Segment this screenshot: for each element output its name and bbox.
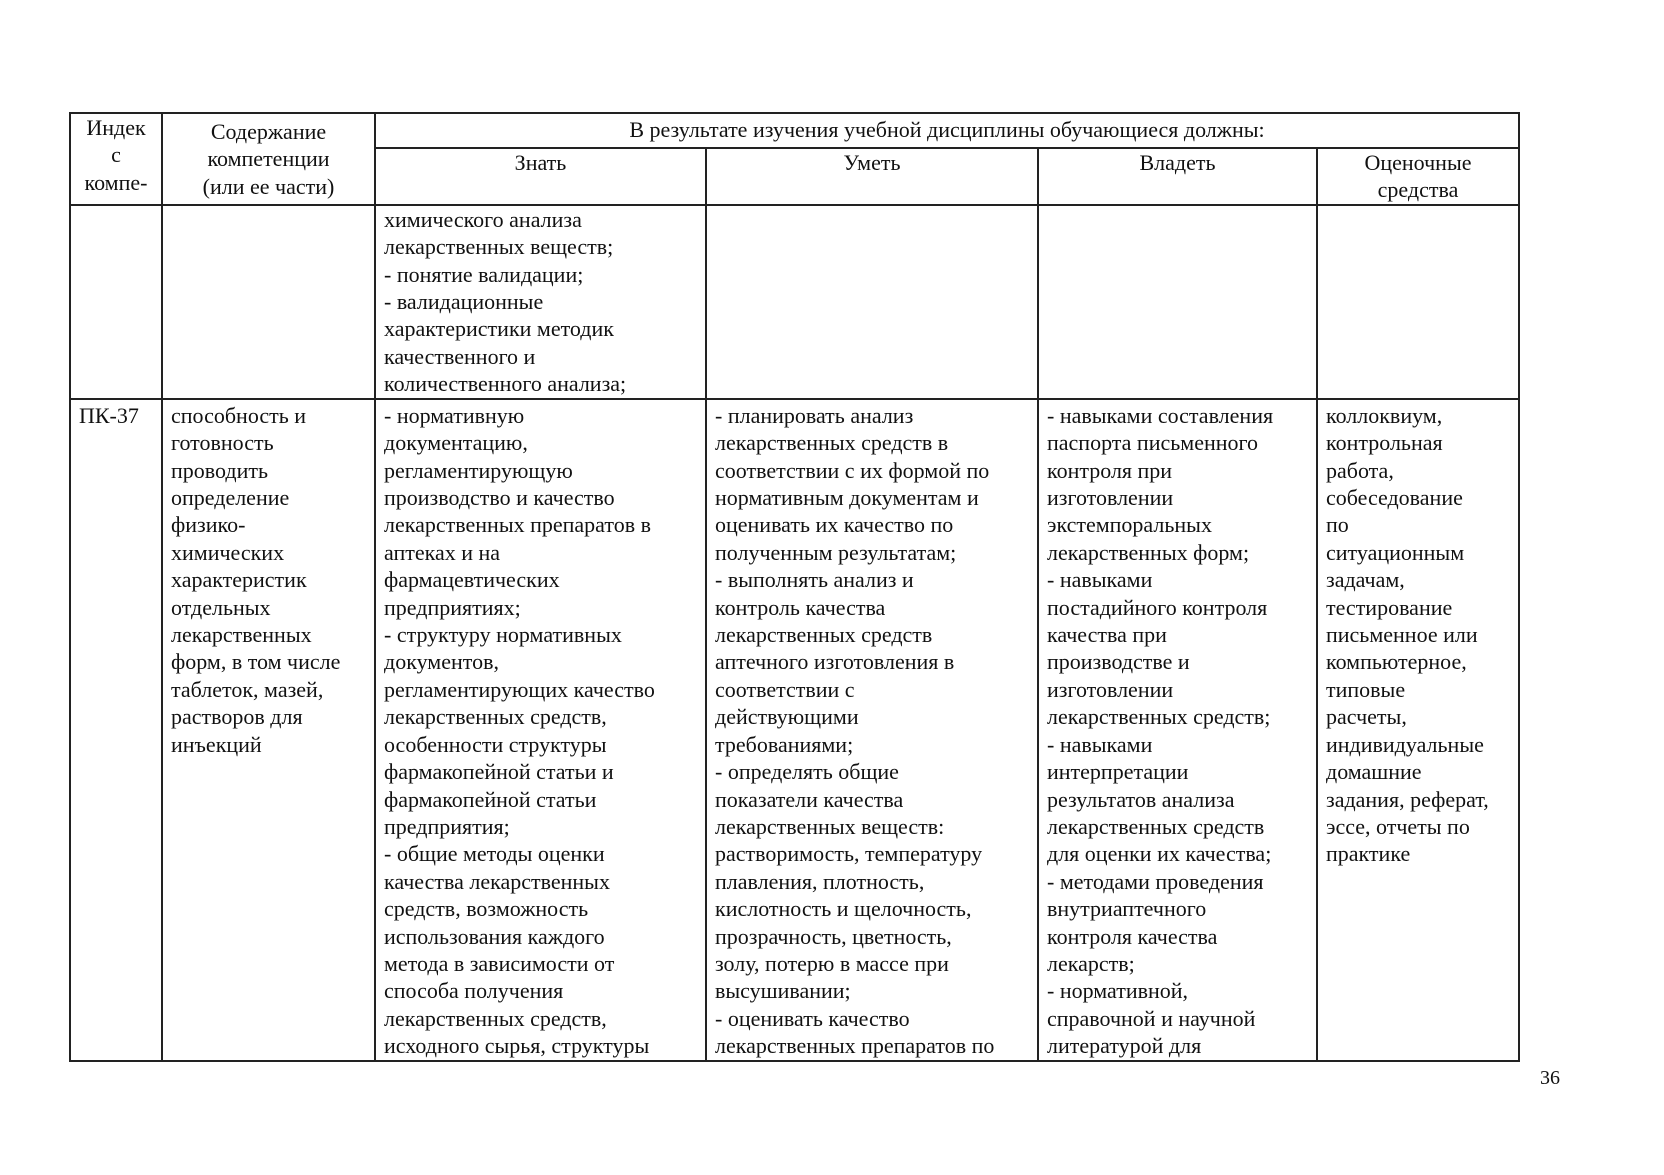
text-line: справочной и научной <box>1047 1005 1256 1031</box>
cell-assess <box>1317 205 1519 399</box>
text-line: метода в зависимости от <box>384 950 615 976</box>
text-line: количественного анализа; <box>384 371 627 397</box>
text-line: качества при <box>1047 622 1167 648</box>
text-line: - навыками составления <box>1047 402 1274 428</box>
text-line: - планировать анализ <box>715 402 914 428</box>
text-line: Индек <box>86 115 146 140</box>
text-line: характеристики методик <box>384 316 614 342</box>
text-line: с <box>111 142 121 168</box>
text-line: лекарственных препаратов по <box>715 1033 995 1059</box>
cell-index <box>70 399 162 1061</box>
text-line: - валидационные <box>384 289 544 315</box>
cell-know <box>375 205 706 399</box>
text-line: средства <box>1377 177 1459 203</box>
text-line: исходного сырья, структуры <box>384 1033 650 1059</box>
text-line: - навыками <box>1047 567 1153 593</box>
text-line: лекарственных веществ: <box>715 813 945 839</box>
text-line: для оценки их качества; <box>1047 841 1272 867</box>
text-line: аптеках и на <box>384 539 501 565</box>
text-line: Оценочные <box>1364 150 1472 175</box>
text-line: лекарственных средств; <box>1047 704 1271 730</box>
text-line: интерпретации <box>1047 759 1189 785</box>
text-line: эссе, отчеты по <box>1326 813 1470 839</box>
text-line: лекарственных форм; <box>1047 539 1250 565</box>
text-line: внутриаптечного <box>1047 896 1207 922</box>
text-line: химического анализа <box>384 206 582 232</box>
text-line: собеседование <box>1326 485 1463 511</box>
text-line: - нормативной, <box>1047 978 1189 1004</box>
text-line: аптечного изготовления в <box>715 649 955 675</box>
text-line: экстемпоральных <box>1047 512 1212 538</box>
text-line: лекарственных средств, <box>384 704 607 730</box>
text-line: прозрачность, цветность, <box>715 923 952 949</box>
header-can: Уметь <box>706 148 1038 205</box>
text-line: контроль качества <box>715 594 886 620</box>
text-line: задания, реферат, <box>1326 786 1489 812</box>
text-line: лекарственных средств <box>715 622 933 648</box>
text-line: - навыками <box>1047 731 1153 757</box>
text-line: по <box>1326 512 1349 538</box>
text-line: документацию, <box>384 430 528 456</box>
text-line: (или ее части) <box>202 173 335 199</box>
text-line: требованиями; <box>715 731 854 757</box>
text-line: производстве и <box>1047 649 1190 675</box>
cell-content <box>162 205 375 399</box>
table-row <box>70 399 1519 1061</box>
text-line: нормативным документам и <box>715 485 979 511</box>
text-line: расчеты, <box>1326 704 1407 730</box>
text-line: - определять общие <box>715 759 899 785</box>
text-line: паспорта письменного <box>1047 430 1258 456</box>
text-line: соответствии с <box>715 676 855 702</box>
text-line: - понятие валидации; <box>384 261 584 287</box>
text-line: химических <box>171 539 285 565</box>
text-line: лекарственных средств, <box>384 1005 607 1031</box>
text-line: средств, возможность <box>384 896 589 922</box>
text-line: коллоквиум, <box>1326 402 1443 428</box>
text-line: характеристик <box>171 567 307 593</box>
cell-know <box>375 399 706 1061</box>
text-line: контроля качества <box>1047 923 1218 949</box>
text-line: золу, потерю в массе при <box>715 950 949 976</box>
text-line: растворов для <box>171 704 303 730</box>
text-line: компе- <box>84 169 148 195</box>
text-line: высушивании; <box>715 978 851 1004</box>
text-line: кислотность и щелочность, <box>715 896 972 922</box>
header-content <box>162 113 375 205</box>
text-line: - методами проведения <box>1047 868 1264 894</box>
text-line: готовность <box>171 430 274 456</box>
text-line: предприятиях; <box>384 594 521 620</box>
text-line: контрольная <box>1326 430 1443 456</box>
cell-can <box>706 205 1038 399</box>
text-line: отдельных <box>171 594 271 620</box>
header-know: Знать <box>375 148 706 205</box>
text-line: - оценивать качество <box>715 1005 910 1031</box>
text-line: индивидуальные <box>1326 731 1484 757</box>
text-line: лекарственных средств <box>1047 813 1265 839</box>
text-line: таблеток, мазей, <box>171 676 324 702</box>
text-line: особенности структуры <box>384 731 607 757</box>
text-line: тестирование <box>1326 594 1453 620</box>
header-index <box>70 113 162 205</box>
text-line: изготовлении <box>1047 676 1174 702</box>
cell-assess <box>1317 399 1519 1061</box>
text-line: регламентирующих качество <box>384 676 655 702</box>
text-line: форм, в том числе <box>171 649 341 675</box>
text-line: лекарственных веществ; <box>384 234 614 260</box>
text-line: полученным результатам; <box>715 539 957 565</box>
text-line: ситуационным <box>1326 539 1465 565</box>
cell-own <box>1038 205 1317 399</box>
page-number: 36 <box>1540 1067 1560 1089</box>
text-line: растворимость, температуру <box>715 841 983 867</box>
text-line: домашние <box>1326 759 1422 785</box>
text-line: определение <box>171 485 290 511</box>
text-line: лекарственных средств в <box>715 430 949 456</box>
cell-content <box>162 399 375 1061</box>
text-line: Содержание <box>210 119 327 144</box>
text-line: инъекций <box>171 731 262 757</box>
text-line: производство и качество <box>384 485 615 511</box>
cell-own <box>1038 399 1317 1061</box>
text-line: действующими <box>715 704 859 730</box>
text-line: компетенции <box>207 146 330 172</box>
text-line: физико- <box>171 512 246 538</box>
text-line: литературой для <box>1047 1033 1202 1059</box>
text-line: контроля при <box>1047 457 1173 483</box>
cell-index <box>70 205 162 399</box>
text-line: способа получения <box>384 978 564 1004</box>
table-row <box>70 205 1519 399</box>
text-line: предприятия; <box>384 813 510 839</box>
text-line: письменное или <box>1326 622 1478 648</box>
cell-can <box>706 399 1038 1061</box>
text-line: качества лекарственных <box>384 868 610 894</box>
text-line: - общие методы оценки <box>384 841 605 867</box>
competency-table <box>69 112 1520 1062</box>
text-line: фармакопейной статьи <box>384 786 597 812</box>
text-line: документов, <box>384 649 499 675</box>
text-line: - нормативную <box>384 402 525 428</box>
header-own: Владеть <box>1038 148 1317 205</box>
text-line: практике <box>1326 841 1411 867</box>
text-line: изготовлении <box>1047 485 1174 511</box>
text-line: типовые <box>1326 676 1406 702</box>
text-line: фармакопейной статьи и <box>384 759 614 785</box>
text-line: использования каждого <box>384 923 605 949</box>
text-line: результатов анализа <box>1047 786 1235 812</box>
text-line: лекарств; <box>1047 950 1135 976</box>
text-line: качественного и <box>384 343 536 369</box>
text-line: компьютерное, <box>1326 649 1467 675</box>
header-result: В результате изучения учебной дисциплины обучающиеся должны: <box>375 113 1519 148</box>
text-line: соответствии с их формой по <box>715 457 990 483</box>
text-line: проводить <box>171 457 268 483</box>
text-line: оценивать их качество по <box>715 512 954 538</box>
text-line: способность и <box>171 402 307 428</box>
text-line: - структуру нормативных <box>384 622 622 648</box>
text-line: фармацевтических <box>384 567 560 593</box>
header-assess <box>1317 148 1519 205</box>
text-line: задачам, <box>1326 567 1405 593</box>
text-line: лекарственных препаратов в <box>384 512 651 538</box>
text-line: постадийного контроля <box>1047 594 1268 620</box>
text-line: ПК-37 <box>79 402 139 428</box>
text-line: показатели качества <box>715 786 904 812</box>
header-row-1 <box>70 113 1519 148</box>
text-line: регламентирующую <box>384 457 573 483</box>
text-line: лекарственных <box>171 622 312 648</box>
text-line: плавления, плотность, <box>715 868 925 894</box>
text-line: работа, <box>1326 457 1394 483</box>
text-line: - выполнять анализ и <box>715 567 914 593</box>
